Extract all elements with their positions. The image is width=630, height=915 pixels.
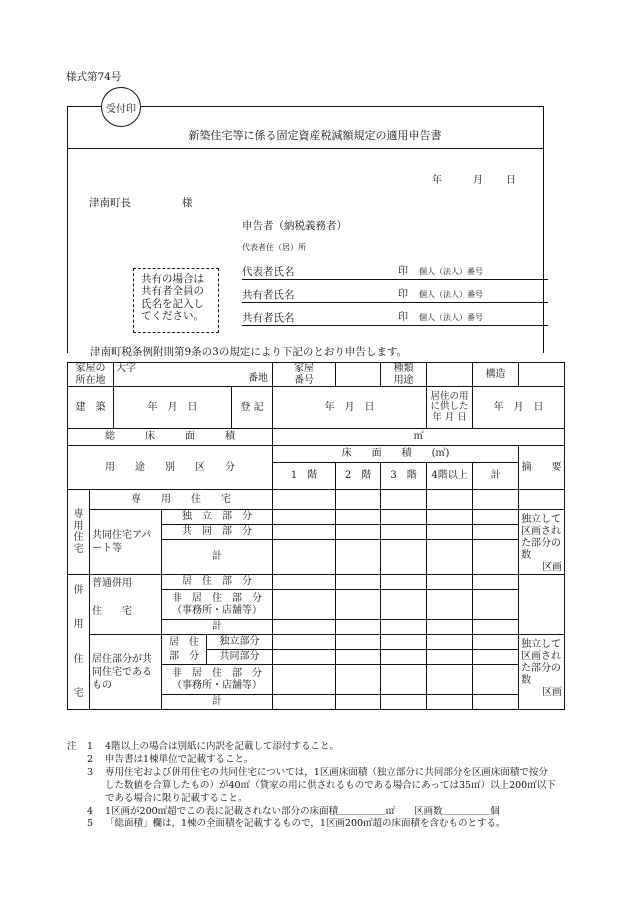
- dedicated-housing-group: 専用住宅: [68, 490, 90, 575]
- apt-indep-f4[interactable]: [427, 510, 473, 525]
- norm-nonres-f2[interactable]: [336, 590, 381, 620]
- sh-indep-f1[interactable]: [273, 635, 336, 650]
- common-part-label-2: 共同部分: [207, 650, 273, 665]
- location-label: 家屋の 所在地: [68, 363, 114, 387]
- apt-sub-f3[interactable]: [381, 540, 427, 575]
- norm-sub-f2[interactable]: [336, 620, 381, 635]
- representative-address-label: 代表者住（居）所: [242, 243, 306, 252]
- norm-res-f2[interactable]: [336, 575, 381, 590]
- date-day-label: 日: [506, 175, 516, 186]
- representative-name-label: 代表者氏名: [242, 266, 295, 278]
- sh-nonres-f4[interactable]: [427, 665, 473, 695]
- norm-res-f1[interactable]: [273, 575, 336, 590]
- addressee-name: 津南町長: [89, 197, 131, 209]
- usage-category-label: 用 途 別 区 分: [68, 446, 273, 490]
- register-label: 登 記: [232, 387, 273, 429]
- norm-nonres-f4[interactable]: [427, 590, 473, 620]
- sh-nonres-f1[interactable]: [273, 665, 336, 695]
- apt-indep-f3[interactable]: [381, 510, 427, 525]
- residence-part-label: 居 住 部 分: [162, 575, 273, 590]
- row-total-floor: [68, 429, 565, 446]
- total-floor-label: 総 床 面 積: [68, 429, 273, 446]
- norm-nonres-total[interactable]: [473, 590, 519, 620]
- kind-usage-field[interactable]: [427, 363, 473, 387]
- apartment-label: 共同住宅アパート等: [90, 510, 162, 575]
- independent-part-label: 独 立 部 分: [162, 510, 273, 525]
- norm-res-f3[interactable]: [381, 575, 427, 590]
- norm-res-total[interactable]: [473, 575, 519, 590]
- apt-common-f4[interactable]: [427, 525, 473, 540]
- row-apartment-independent: [68, 510, 565, 525]
- sh-common-f1[interactable]: [273, 650, 336, 665]
- apt-common-f3[interactable]: [381, 525, 427, 540]
- row-shared-indep: [68, 635, 565, 650]
- remarks-units-2[interactable]: 独立して区画された部分の数 区画: [519, 635, 565, 710]
- sh-indep-f3[interactable]: [381, 635, 427, 650]
- norm-sub-total[interactable]: [473, 620, 519, 635]
- residential-use-label: 居住の用 に供した 年 月 日: [427, 387, 473, 429]
- addressee-honorific: 様: [182, 197, 193, 209]
- house-number-field[interactable]: [336, 363, 381, 387]
- floor-2-header: 2 階: [336, 463, 381, 490]
- remarks-header: 摘 要: [519, 446, 565, 490]
- coowner-seal-2: 印: [398, 312, 408, 323]
- coowner-name-label-1: 共有者氏名: [242, 289, 295, 301]
- notes-section: [67, 741, 557, 831]
- house-number-label: 家屋 番号: [273, 363, 336, 387]
- residence-part-label-2: 居 住 部 分: [162, 635, 207, 665]
- coowner-id-label-2: 個人（法人）番号: [419, 313, 483, 322]
- total-floor-field[interactable]: ㎡: [273, 429, 565, 446]
- sh-sub-total[interactable]: [473, 695, 519, 710]
- dedicated-f4[interactable]: [427, 490, 473, 510]
- dedicated-f3[interactable]: [381, 490, 427, 510]
- date-year-label: 年: [432, 175, 442, 186]
- date-month-label: 月: [473, 175, 483, 186]
- normal-combined-remarks[interactable]: [519, 575, 565, 635]
- apt-indep-f1[interactable]: [273, 510, 336, 525]
- representative-name-field[interactable]: [242, 279, 548, 280]
- sh-nonres-total[interactable]: [473, 665, 519, 695]
- sh-common-f3[interactable]: [381, 650, 427, 665]
- norm-sub-f1[interactable]: [273, 620, 336, 635]
- remarks-units-1[interactable]: 独立して区画された部分の数 区画: [519, 510, 565, 575]
- note-item-2: 2 申告書は1棟単位で記載すること。: [87, 753, 254, 765]
- sh-sub-f2[interactable]: [336, 695, 381, 710]
- norm-sub-f4[interactable]: [427, 620, 473, 635]
- representative-id-label: 個人（法人）番号: [419, 267, 483, 276]
- coowner-id-label-1: 個人（法人）番号: [419, 290, 483, 299]
- reception-stamp: [101, 87, 141, 127]
- form-number: 様式第74号: [66, 71, 122, 83]
- floor-1-header: 1 階: [273, 463, 336, 490]
- norm-sub-f3[interactable]: [381, 620, 427, 635]
- row-dedicated: [68, 490, 565, 510]
- coowner-name-label-2: 共有者氏名: [242, 312, 295, 324]
- note-item-1: 注 1 4階以上の場合は別紙に内訳を記載して添付すること。: [67, 741, 340, 752]
- build-label: 建 築: [68, 387, 114, 429]
- dedicated-remarks[interactable]: [519, 490, 565, 510]
- dedicated-housing-label: 専 用 住 宅: [90, 490, 273, 510]
- residential-date-field[interactable]: 年 月 日: [473, 387, 565, 429]
- stamp-label: 受付印: [106, 104, 136, 115]
- floor-3-header: 3 階: [381, 463, 427, 490]
- floor-total-header: 計: [473, 463, 519, 490]
- apt-common-f1[interactable]: [273, 525, 336, 540]
- sh-indep-f2[interactable]: [336, 635, 381, 650]
- declarant-heading: 申告者（納税義務者）: [242, 220, 347, 232]
- shared-subtotal-label: 計: [162, 695, 273, 710]
- apt-sub-f2[interactable]: [336, 540, 381, 575]
- normal-combined-label: 普通併用 住 宅: [90, 575, 162, 635]
- property-details-table: [67, 362, 565, 710]
- kind-usage-label: 種類 用途: [381, 363, 427, 387]
- apt-indep-total[interactable]: [473, 510, 519, 525]
- normal-subtotal-label: 計: [162, 620, 273, 635]
- representative-seal: 印: [398, 266, 408, 277]
- row-normal-residence: [68, 575, 565, 590]
- apt-sub-total[interactable]: [473, 540, 519, 575]
- coowner-seal-1: 印: [398, 289, 408, 300]
- dedicated-total[interactable]: [473, 490, 519, 510]
- note-item-5: 5 「総面積」欄は，1棟の全面積を記載するもので，1区画200㎡超の床面積を含むものとする。: [87, 818, 506, 830]
- sh-common-total[interactable]: [473, 650, 519, 665]
- row-header-1: [68, 446, 565, 463]
- apartment-subtotal-label: 計: [162, 540, 273, 575]
- norm-nonres-f1[interactable]: [273, 590, 336, 620]
- register-date-field[interactable]: 年 月 日: [273, 387, 427, 429]
- floor-area-header: 床 面 積 (㎡): [273, 446, 519, 463]
- structure-field[interactable]: [519, 363, 565, 387]
- sh-common-f4[interactable]: [427, 650, 473, 665]
- statement-text: 津南町税条例附則第9条の3の規定により下記のとおり申告します。: [90, 346, 408, 358]
- sh-indep-total[interactable]: [473, 635, 519, 650]
- apt-common-total[interactable]: [473, 525, 519, 540]
- aza-label: 大字: [116, 363, 136, 374]
- row-dates: [68, 387, 565, 429]
- sh-common-f2[interactable]: [336, 650, 381, 665]
- apt-indep-f2[interactable]: [336, 510, 381, 525]
- coowner-name-field-2[interactable]: [242, 325, 548, 326]
- banchi-label: 番地: [248, 372, 269, 384]
- sh-indep-f4[interactable]: [427, 635, 473, 650]
- sh-sub-f4[interactable]: [427, 695, 473, 710]
- notes-head: 注: [67, 741, 77, 752]
- shared-owner-note: 共有の場合は 共有者全員の 氏名を記入し てください。: [133, 268, 219, 333]
- sh-sub-f3[interactable]: [381, 695, 427, 710]
- apt-sub-f4[interactable]: [427, 540, 473, 575]
- non-residence-label: 非 居 住 部 分 （事務所・店舗等）: [162, 590, 273, 620]
- dedicated-f1[interactable]: [273, 490, 336, 510]
- structure-label: 構造: [473, 363, 519, 387]
- sh-sub-f1[interactable]: [273, 695, 336, 710]
- note-item-4: 4 1区画が200㎡超でこの表に記載されない部分の床面積＿＿＿＿＿㎡ 区画数＿＿＿＿＿個: [87, 805, 500, 817]
- floor-4-plus-header: 4階以上: [427, 463, 473, 490]
- form-title: 新築住宅等に係る固定資産税減額規定の適用申告書: [188, 129, 442, 142]
- shared-residence-label: 居住部分が共同住宅であるもの: [90, 635, 162, 710]
- common-part-label: 共 同 部 分: [162, 525, 273, 540]
- non-residence-label-2: 非 居 住 部 分 （事務所・店舗等）: [162, 665, 273, 695]
- dedicated-f2[interactable]: [336, 490, 381, 510]
- apt-common-f2[interactable]: [336, 525, 381, 540]
- sh-nonres-f3[interactable]: [381, 665, 427, 695]
- note-item-3: 3 専用住宅および併用住宅の共同住宅については，1区画床面積（独立部分に共同部分を区画床面積で按分した数値を合算したもの）が40㎡（貸家の用に供されるものである場合にあっては35㎡）以上200㎡以下である場合に限り記載すること。: [87, 766, 556, 804]
- title-divider: [67, 148, 544, 149]
- build-date-field[interactable]: 年 月 日: [114, 387, 232, 429]
- apt-sub-f1[interactable]: [273, 540, 336, 575]
- norm-nonres-f3[interactable]: [381, 590, 427, 620]
- location-field[interactable]: [114, 363, 273, 387]
- independent-part-label-2: 独立部分: [207, 635, 273, 650]
- sh-nonres-f2[interactable]: [336, 665, 381, 695]
- coowner-name-field-1[interactable]: [242, 302, 548, 303]
- norm-res-f4[interactable]: [427, 575, 473, 590]
- combined-housing-group: 併 用 住 宅: [68, 575, 90, 710]
